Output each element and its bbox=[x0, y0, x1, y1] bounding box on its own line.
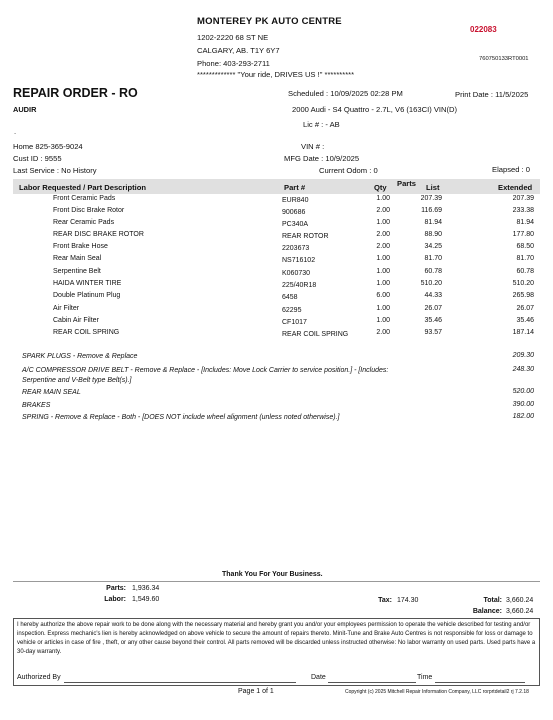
parts-total-label: Parts: bbox=[106, 585, 126, 592]
labor-description: SPARK PLUGS - Remove & Replace bbox=[22, 353, 138, 360]
part-list-price: 88.90 bbox=[424, 231, 442, 238]
last-service: Last Service : No History bbox=[13, 166, 97, 175]
time-line[interactable] bbox=[435, 682, 525, 683]
customer-id: Cust ID : 9555 bbox=[13, 154, 62, 163]
balance-value: 3,660.24 bbox=[506, 608, 534, 615]
labor-total: 1,549.60 bbox=[132, 596, 160, 603]
part-extended: 81.94 bbox=[516, 219, 534, 226]
part-number: 225/40R18 bbox=[282, 282, 317, 289]
part-qty: 2.00 bbox=[376, 329, 390, 336]
part-description: Front Ceramic Pads bbox=[53, 195, 116, 202]
part-qty: 1.00 bbox=[376, 280, 390, 287]
part-number: NS716102 bbox=[282, 257, 316, 264]
part-extended: 265.98 bbox=[512, 292, 534, 299]
labor-description: BRAKES bbox=[22, 402, 51, 409]
dot-marker: . bbox=[14, 127, 17, 136]
elapsed: Elapsed : 0 bbox=[492, 165, 530, 174]
part-row bbox=[0, 219, 553, 231]
grand-total-label: Total: bbox=[483, 597, 502, 604]
grand-total: 3,660.24 bbox=[506, 597, 534, 604]
copyright: Copyright (c) 2025 Mitchell Repair Information Company, LLC rorprtdetail2 rj 7.2.18 bbox=[345, 689, 529, 695]
header-description: Labor Requested / Part Description bbox=[19, 183, 147, 192]
part-extended: 233.38 bbox=[512, 207, 534, 214]
parts-total: 1,936.34 bbox=[132, 585, 160, 592]
date-line[interactable] bbox=[328, 682, 416, 683]
part-row bbox=[0, 195, 553, 207]
part-qty: 1.00 bbox=[376, 317, 390, 324]
part-number: 62295 bbox=[282, 307, 302, 314]
part-row bbox=[0, 231, 553, 243]
ro-number: 022083 bbox=[470, 25, 497, 34]
customer-name: AUDIR bbox=[13, 105, 37, 114]
part-description: Double Platinum Plug bbox=[53, 292, 121, 299]
labor-description: SPRING - Remove & Replace - Both - [DOES NOT include wheel alignment (unless noted otherwise).] bbox=[22, 414, 340, 421]
part-number: 6458 bbox=[282, 294, 298, 301]
part-list-price: 81.70 bbox=[424, 255, 442, 262]
header-extended: Extended bbox=[498, 183, 533, 192]
labor-description: REAR MAIN SEAL bbox=[22, 389, 81, 396]
part-list-price: 510.20 bbox=[420, 280, 442, 287]
part-row bbox=[0, 280, 553, 292]
part-description: Air Filter bbox=[53, 305, 80, 312]
date-label: Date bbox=[311, 674, 326, 681]
part-list-price: 60.78 bbox=[424, 268, 442, 275]
authorization-box bbox=[13, 618, 540, 686]
part-list-price: 44.33 bbox=[424, 292, 442, 299]
part-description: REAR COIL SPRING bbox=[53, 329, 120, 336]
tax-value: 174.30 bbox=[397, 597, 419, 604]
scheduled-date: Scheduled : 10/09/2025 02:28 PM bbox=[288, 89, 403, 98]
part-list-price: 116.69 bbox=[421, 207, 442, 214]
header-part-number: Part # bbox=[284, 183, 306, 192]
mfg-date: MFG Date : 10/9/2025 bbox=[284, 154, 360, 163]
part-description: Front Brake Hose bbox=[53, 243, 108, 250]
part-list-price: 81.94 bbox=[424, 219, 442, 226]
page-title: REPAIR ORDER - RO bbox=[13, 86, 138, 100]
part-extended: 68.50 bbox=[516, 243, 534, 250]
part-description: Cabin Air Filter bbox=[53, 317, 99, 324]
part-qty: 1.00 bbox=[376, 305, 390, 312]
part-row bbox=[0, 243, 553, 255]
shop-name: MONTEREY PK AUTO CENTRE bbox=[197, 16, 342, 27]
part-description: Rear Main Seal bbox=[53, 255, 102, 262]
part-number: PC340A bbox=[282, 221, 309, 228]
part-list-price: 93.57 bbox=[424, 329, 442, 336]
page-number: Page 1 of 1 bbox=[238, 688, 274, 695]
divider bbox=[13, 581, 540, 582]
labor-amount: 182.00 bbox=[512, 413, 534, 420]
print-date: Print Date : 11/5/2025 bbox=[455, 90, 529, 99]
part-extended: 510.20 bbox=[512, 280, 534, 287]
part-description: Rear Ceramic Pads bbox=[53, 219, 115, 226]
part-number: EUR840 bbox=[282, 197, 309, 204]
part-extended: 177.80 bbox=[512, 231, 534, 238]
part-description: Front Disc Brake Rotor bbox=[53, 207, 125, 214]
time-label: Time bbox=[417, 674, 433, 681]
vin: VIN # : bbox=[301, 142, 325, 151]
part-number: CF1017 bbox=[282, 319, 307, 326]
part-extended: 187.14 bbox=[512, 329, 534, 336]
part-row bbox=[0, 317, 553, 329]
part-description: Serpentine Belt bbox=[53, 268, 101, 275]
part-number: K060730 bbox=[282, 270, 311, 277]
header-qty: Qty bbox=[374, 183, 387, 192]
ro-code: 760750133RT0001 bbox=[479, 56, 529, 62]
part-qty: 1.00 bbox=[376, 219, 390, 226]
part-number: REAR ROTOR bbox=[282, 233, 329, 240]
vehicle-description: 2000 Audi - S4 Quattro - 2.7L, V6 (163CI) VIN(D) bbox=[292, 105, 458, 114]
part-qty: 2.00 bbox=[376, 243, 390, 250]
part-row bbox=[0, 329, 553, 341]
shop-address-2: CALGARY, AB. T1Y 6Y7 bbox=[197, 46, 280, 55]
part-qty: 1.00 bbox=[376, 268, 390, 275]
part-row bbox=[0, 207, 553, 219]
license-plate: Lic # : - AB bbox=[303, 120, 340, 129]
part-qty: 2.00 bbox=[376, 207, 390, 214]
part-row bbox=[0, 305, 553, 317]
current-odometer: Current Odom : 0 bbox=[319, 166, 378, 175]
thank-you: Thank You For Your Business. bbox=[222, 571, 323, 578]
labor-description: A/C COMPRESSOR DRIVE BELT - Remove & Replace - [Includes: Move Lock Carrier to service position.] - [Includes: Serpentine and V-Belt type Belt(s).] bbox=[22, 367, 389, 384]
part-qty: 1.00 bbox=[376, 255, 390, 262]
part-extended: 26.07 bbox=[516, 305, 534, 312]
tax-label: Tax: bbox=[378, 597, 392, 604]
part-extended: 60.78 bbox=[516, 268, 534, 275]
authorization-text: I hereby authorize the above repair work to be done along with the necessary material and hereby grant you and/or your employees permission to operate the vehicle described for testing and/or inspection. Express mechanic's lien is hereby acknowledged on above vehicle to secure the amount of repairs thereto. Minit-Tune and Brake Auto Centres is not responsible for loss or damage to vehicle or articles in case of fire , theft, or any other cause beyond their control. All parts removed will be discarded unless instructed otherwise: No labor warranty on used parts. Used parts have a 30-day warranty. bbox=[17, 622, 536, 655]
part-list-price: 35.46 bbox=[424, 317, 442, 324]
part-number: REAR COIL SPRING bbox=[282, 331, 349, 338]
labor-amount: 248.30 bbox=[512, 366, 534, 373]
shop-address-1: 1202-2220 68 ST NE bbox=[197, 33, 269, 42]
part-number: 900686 bbox=[282, 209, 306, 216]
part-qty: 1.00 bbox=[376, 195, 390, 202]
part-extended: 35.46 bbox=[516, 317, 534, 324]
labor-amount: 520.00 bbox=[512, 388, 534, 395]
labor-amount: 209.30 bbox=[512, 352, 534, 359]
part-description: HAIDA WINTER TIRE bbox=[53, 280, 122, 287]
part-row bbox=[0, 268, 553, 280]
part-row bbox=[0, 255, 553, 267]
part-qty: 6.00 bbox=[376, 292, 390, 299]
shop-phone: Phone: 403-293-2711 bbox=[197, 59, 270, 68]
part-extended: 207.39 bbox=[512, 195, 534, 202]
header-list: List bbox=[426, 183, 440, 192]
shop-slogan: ************* "Your ride, DRIVES US !" ********** bbox=[197, 70, 355, 79]
labor-total-label: Labor: bbox=[104, 596, 126, 603]
part-row bbox=[0, 292, 553, 304]
part-extended: 81.70 bbox=[516, 255, 534, 262]
part-list-price: 207.39 bbox=[420, 195, 442, 202]
part-list-price: 26.07 bbox=[424, 305, 442, 312]
balance-label: Balance: bbox=[472, 608, 502, 615]
authorized-by-line[interactable] bbox=[64, 682, 296, 683]
home-phone: Home 825-365-9024 bbox=[13, 142, 83, 151]
authorized-by-label: Authorized By bbox=[17, 674, 61, 681]
part-description: REAR DISC BRAKE ROTOR bbox=[53, 231, 144, 238]
part-number: 2203673 bbox=[282, 245, 310, 252]
header-parts: Parts bbox=[397, 179, 416, 188]
part-qty: 2.00 bbox=[376, 231, 390, 238]
part-list-price: 34.25 bbox=[424, 243, 442, 250]
labor-amount: 390.00 bbox=[512, 401, 534, 408]
